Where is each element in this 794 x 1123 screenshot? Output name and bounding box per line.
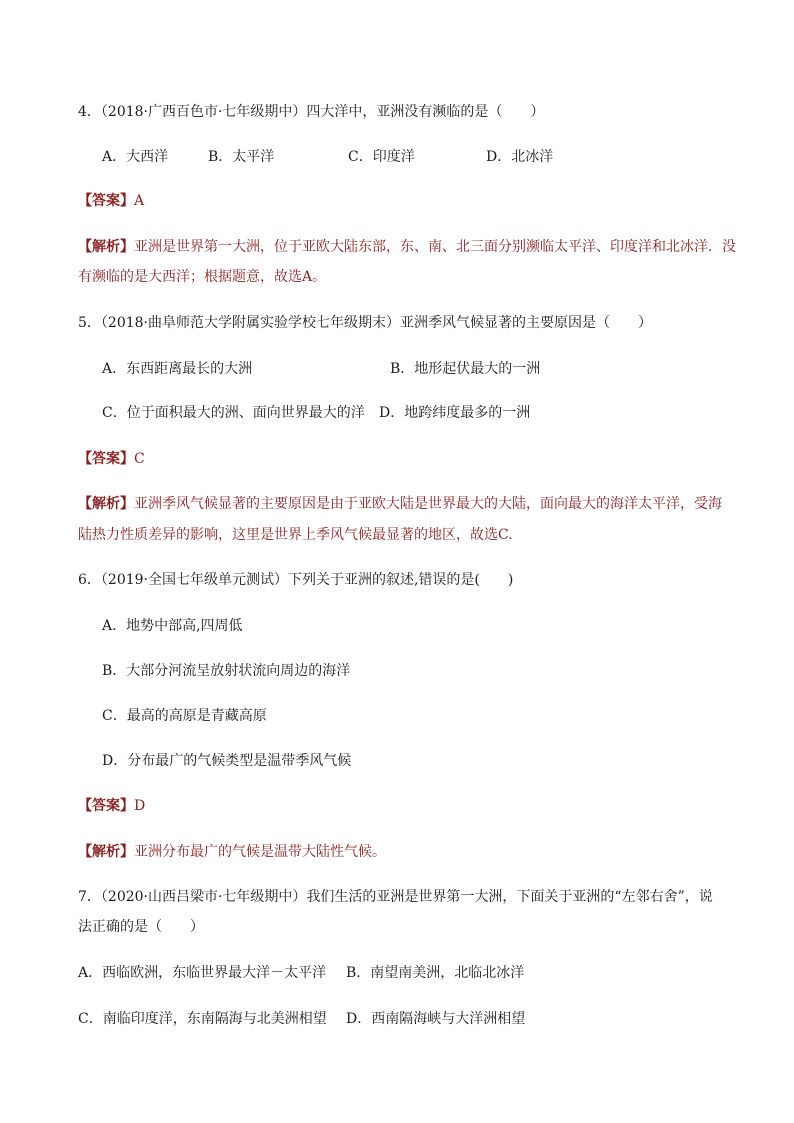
analysis-label: 【解析】 [78,844,134,860]
answer-value: C [134,451,145,467]
question-4-answer [78,192,144,210]
question-4-option-c[interactable]: C．印度洋 [348,149,415,165]
question-4-analysis [78,238,736,256]
question-7-option-b[interactable]: B．南望南美洲，北临北冰洋 [346,965,525,981]
question-4-option-a[interactable]: A．大西洋 [102,149,169,165]
question-4-stem: 4．（2018·广西百色市·七年级期中）四大洋中，亚洲没有濒临的是（ ） [78,104,545,120]
question-5-analysis [78,495,722,513]
question-5-option-a[interactable]: A．东西距离最长的大洲 [102,361,253,377]
question-7-option-d[interactable]: D．西南隔海峡与大洋洲相望 [346,1011,526,1027]
answer-value: D [134,798,146,814]
question-6-option-c[interactable]: C．最高的高原是青藏高原 [102,708,267,724]
analysis-label: 【解析】 [78,239,134,255]
question-7-stem: 7．（2020·山西吕梁市·七年级期中）我们生活的亚洲是世界第一大洲，下面关于亚洲的“左邻右舍”，说 [78,889,713,905]
question-5-analysis-cont: 陆热力性质差异的影响，这里是世界上季风气候最显著的地区，故选C. [78,527,513,543]
question-6-analysis [78,843,386,861]
analysis-text: 亚洲分布最广的气候是温带大陆性气候。 [134,844,386,860]
question-5-option-c[interactable]: C．位于面积最大的洲、面向世界最大的洋 [102,405,365,421]
question-4-analysis-cont: 有濒临的是大西洋；根据题意，故选A。 [78,269,327,285]
question-4-option-d[interactable]: D．北冰洋 [486,149,554,165]
question-5-answer [78,450,145,468]
answer-label: 【答案】 [78,193,134,209]
question-6-option-a[interactable]: A．地势中部高,四周低 [102,618,243,634]
analysis-text: 亚洲是世界第一大洲，位于亚欧大陆东部，东、南、北三面分别濒临太平洋、印度洋和北冰洋．没 [134,239,736,255]
question-7-option-c[interactable]: C．南临印度洋，东南隔海与北美洲相望 [78,1011,327,1027]
answer-value: A [134,193,145,209]
question-6-answer [78,797,145,815]
question-5-option-d[interactable]: D．地跨纬度最多的一洲 [379,405,531,421]
question-7-option-a[interactable]: A．西临欧洲，东临世界最大洋－太平洋 [78,965,327,981]
question-7-stem-cont: 法正确的是（ ） [78,919,204,935]
question-4-option-b[interactable]: B．太平洋 [208,149,275,165]
question-5-stem: 5．（2018·曲阜师范大学附属实验学校七年级期末）亚洲季风气候显著的主要原因是（ ） [78,315,652,331]
answer-label: 【答案】 [78,798,134,814]
question-6-stem: 6．（2019·全国七年级单元测试）下列关于亚洲的叙述,错误的是( ) [78,572,514,588]
analysis-label: 【解析】 [78,496,134,512]
question-6-option-d[interactable]: D．分布最广的气候类型是温带季风气候 [102,753,352,769]
question-6-option-b[interactable]: B．大部分河流呈放射状流向周边的海洋 [102,663,351,679]
question-5-option-b[interactable]: B．地形起伏最大的一洲 [390,361,541,377]
analysis-text: 亚洲季风气候显著的主要原因是由于亚欧大陆是世界最大的大陆，面向最大的海洋太平洋，受海 [134,496,722,512]
answer-label: 【答案】 [78,451,134,467]
